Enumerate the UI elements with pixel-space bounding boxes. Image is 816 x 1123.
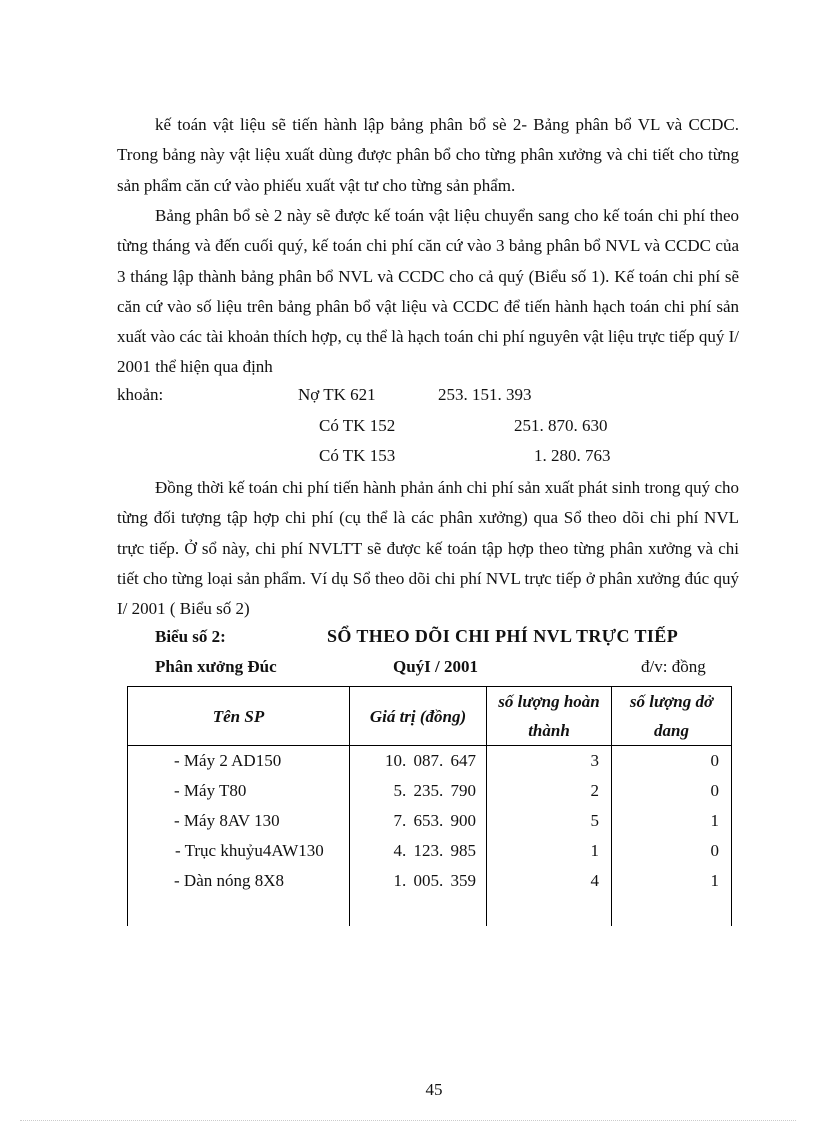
product-value: 5. 235. 790 xyxy=(350,776,487,806)
workshop-label: Phân xưởng Đúc xyxy=(155,657,277,676)
credit-account-152: Có TK 152 xyxy=(319,416,396,435)
paragraph-3: Đồng thời kế toán chi phí tiến hành phản ánh chi phí sản xuất phát sinh trong quý cho từng đối tượng tập hợp chi phí (cụ thể là các phân xưởng) qua Sổ theo dõi chi phí NVL trực tiếp. Ở sổ này, chi phí NVLTT sẽ được kế toán tập hợp theo từng phân xưởng và chi tiết cho từng loại sản phẩm. Ví dụ Sổ theo dõi chi phí NVL trực tiếp ở phân xưởng đúc quý I/ 2001 ( Biểu số 2) xyxy=(117,478,739,619)
table-row xyxy=(128,776,732,806)
product-completed: 3 xyxy=(487,746,612,777)
col-completed: số lượng hoàn thành xyxy=(487,687,612,746)
product-value: 7. 653. 900 xyxy=(350,806,487,836)
page-number: 45 xyxy=(425,1080,443,1099)
col-wip: số lượng dở dang xyxy=(612,687,732,746)
period-label: QuýI / 2001 xyxy=(393,657,479,676)
col-value: Giá trị (đồng) xyxy=(350,687,487,746)
col-product-name: Tên SP xyxy=(128,687,350,746)
product-wip: 1 xyxy=(612,866,732,926)
product-wip: 0 xyxy=(612,776,732,806)
paragraph-1: kế toán vật liệu sẽ tiến hành lập bảng phân bổ sè 2- Bảng phân bổ VL và CCDC. Trong bảng này vật liệu xuất dùng được phân bổ cho từng phân xưởng và chi tiết cho từng sản phẩm căn cứ vào phiếu xuất vật tư cho từng sản phẩm. xyxy=(117,115,739,195)
product-wip: 1 xyxy=(612,806,732,836)
product-value: 10. 087. 647 xyxy=(350,746,487,777)
page-footer-divider xyxy=(20,1120,796,1121)
product-name: - Trục khuỷu4AW130 xyxy=(128,836,350,866)
table-title: SỔ THEO DÕI CHI PHÍ NVL TRỰC TIẾP xyxy=(327,626,679,646)
credit-amount-152: 251. 870. 630 xyxy=(514,416,608,435)
product-name: - Máy T80 xyxy=(128,776,350,806)
debit-amount: 253. 151. 393 xyxy=(438,385,532,404)
table-label: Biểu số 2: xyxy=(155,627,226,646)
product-value: 4. 123. 985 xyxy=(350,836,487,866)
product-completed: 4 xyxy=(487,866,612,926)
product-completed: 5 xyxy=(487,806,612,836)
debit-account: Nợ TK 621 xyxy=(298,385,376,404)
product-name: - Máy 2 AD150 xyxy=(128,746,350,777)
product-value: 1. 005. 359 xyxy=(350,866,487,926)
product-wip: 0 xyxy=(612,746,732,777)
product-wip: 0 xyxy=(612,836,732,866)
paragraph-2: Bảng phân bổ sè 2 này sẽ được kế toán vật liệu chuyển sang cho kế toán chi phí theo từng tháng và đến cuối quý, kế toán chi phí căn cứ vào 3 bảng phân bổ NVL và CCDC của 3 tháng lập thành bảng phân bổ NVL và CCDC cho cả quý (Biểu số 1). Kế toán chi phí sẽ căn cứ vào số liệu trên bảng phân bổ vật liệu và CCDC để tiến hành hạch toán chi phí sản xuất vào các tài khoản thích hợp, cụ thể là hạch toán chi phí nguyên vật liệu trực tiếp quý I/ 2001 thể hiện qua định xyxy=(117,206,739,377)
table-header-row xyxy=(128,687,732,746)
credit-account-153: Có TK 153 xyxy=(319,446,396,465)
product-name: - Dàn nóng 8X8 xyxy=(128,866,350,926)
unit-label: đ/v: đồng xyxy=(641,657,706,676)
table-row xyxy=(128,746,732,777)
table-row xyxy=(128,806,732,836)
table-row xyxy=(128,836,732,866)
credit-amount-153: 1. 280. 763 xyxy=(534,446,611,465)
entry-lead: khoản: xyxy=(117,385,164,404)
table-row xyxy=(128,866,732,926)
nvl-cost-table xyxy=(127,686,732,926)
product-name: - Máy 8AV 130 xyxy=(128,806,350,836)
product-completed: 1 xyxy=(487,836,612,866)
product-completed: 2 xyxy=(487,776,612,806)
